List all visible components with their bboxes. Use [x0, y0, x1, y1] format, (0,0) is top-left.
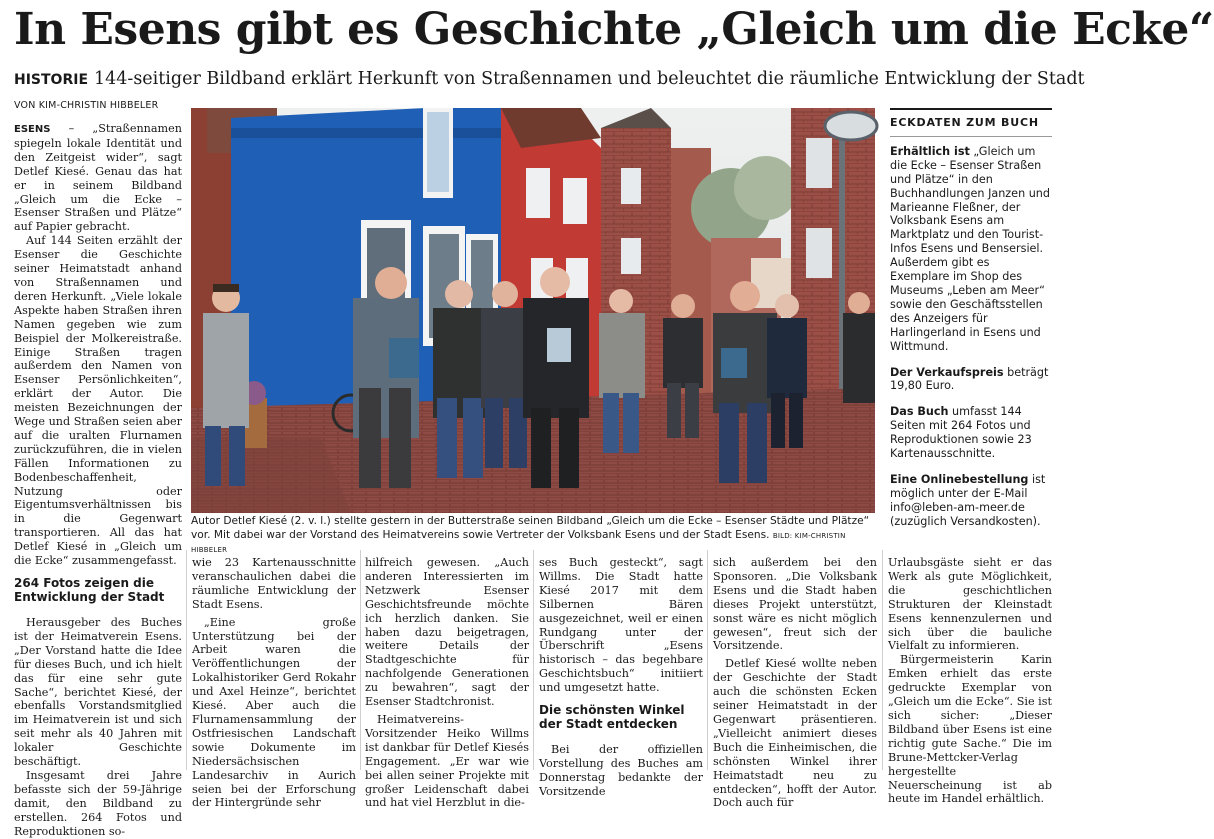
- column-divider: [533, 550, 534, 770]
- paragraph: wie 23 Kartenausschnitte veranschaulichen dabei die räumliche Entwicklung der Stadt Esens.: [192, 556, 356, 611]
- paragraph: Detlef Kiesé wollte neben der Geschichte der Stadt auch die schönsten Ecken seiner Heimatstadt in der Gegenwart präsentieren. „Vielleicht animiert dieses Buch die Einheimischen, die schönsten Winkel ihrer Heimatstadt neu zu entdecken“, hofft der Autor. Doch auch für: [713, 657, 877, 810]
- photo-caption: [191, 515, 881, 558]
- photo-credit: BILD: KIM-CHRISTIN HIBBELER: [191, 531, 846, 554]
- paragraph: „Eine große Unterstützung bei der Arbeit waren die Veröffentlichungen der Lokalhistoriker Gerd Rokahr und Axel Heinze“, berichtet Kiesé. Aber auch die Flurnamensammlung der Ostfriesischen Landschaft sowie Dokumente im Niedersächsischen Landesarchiv in Aurich seien bei der Erforschung der Hintergründe sehr: [192, 615, 356, 810]
- subheadline-row: [14, 66, 1085, 93]
- paragraph: ses Buch gesteckt“, sagt Willms. Die Stadt hatte Kiesé 2017 mit dem Silbernen Bären ausgezeichnet, weil er einen Rundgang unter der Überschrift „Esens historisch – das begehbare Geschichtsbuch“ initiiert und umgesetzt hatte.: [539, 556, 703, 695]
- paragraph: Auf 144 Seiten erzählt der Esenser die Geschichte seiner Heimatstadt anhand von Straßennamen und deren Herkunft. „Viele lokale Aspekte haben Straßen ihren Namen gegeben wie zum Beispiel der Molkereistraße. Einige Straßen tragen außerdem den Namen von Esenser Persönlichkeiten“, erklärt der Autor. Die meisten Bezeichnungen der Wege und Straßen seien aber auf die uralten Flurnamen zurückzuführen, die in vielen Fällen Informationen zu Bodenbeschaffenheit, Nutzung oder Eigentumsverhältnissen bis in die Gegenwart transportieren. All das hat Detlef Kiesé in „Gleich um die Ecke“ zusammengefasst.: [14, 234, 182, 568]
- info-box-title: ECKDATEN ZUM BUCH: [890, 116, 1052, 137]
- paragraph: hilfreich gewesen. „Auch anderen Interessierten im Netzwerk Esenser Geschichtsfreunde möchte ich herzlich danken. Sie haben dazu beigetragen, weitere Details der Stadtgeschichte für nachfolgende Generationen zu bewahren“, sagt der Esenser Stadtchronist.: [365, 556, 529, 709]
- info-item: Eine Onlinebestellung ist möglich unter der E-Mail info@leben-am-meer.de (zuzüglich Versandkosten).: [890, 472, 1046, 528]
- subhead: 264 Fotos zeigen die Entwicklung der Stadt: [14, 576, 165, 604]
- column-divider: [882, 550, 883, 770]
- info-item: Das Buch umfasst 144 Seiten mit 264 Fotos und Reproduktionen sowie 23 Kartenausschnitte.: [890, 405, 1032, 461]
- column-divider: [707, 550, 708, 770]
- kicker: HISTORIE: [14, 72, 89, 88]
- article-column-6: [888, 556, 1052, 806]
- info-item: Der Verkaufspreis beträgt 19,80 Euro.: [890, 365, 1049, 393]
- street-scene-illustration: [191, 108, 875, 513]
- info-box: [890, 108, 1052, 538]
- article-column-4: [539, 556, 703, 798]
- paragraph: sich außerdem bei den Sponsoren. „Die Volksbank Esens und die Stadt haben dieses Projekt unterstützt, sonst wäre es nicht möglich gewesen“, freut sich der Vorsitzende.: [713, 556, 877, 653]
- column-divider: [186, 550, 187, 770]
- article-column-1: [14, 122, 182, 838]
- paragraph: Urlaubsgäste sieht er das Werk als gute Möglichkeit, die geschichtlichen Strukturen der Kleinstadt Esens kennenzulernen und sich über die bauliche Vielfalt zu informieren.: [888, 556, 1052, 653]
- article-column-3: [365, 556, 529, 810]
- subhead: Die schönsten Winkel der Stadt entdecken: [539, 703, 685, 732]
- paragraph: Insgesamt drei Jahre befasste sich der 59-Jährige damit, den Bildband zu erstellen. 264 Fotos und Reproduktionen so-: [14, 768, 182, 838]
- info-item: Erhältlich ist „Gleich um die Ecke – Esenser Straßen und Plätze“ in den Buchhandlungen Janzen und Marieanne Fleßner, der Volksbank Esens am Marktplatz und den Tourist-Infos Esens und Bensersiel. Außerdem gibt es Exemplare im Shop des Museums „Leben am Meer“ sowie den Geschäftsstellen des Anzeigers für Harlingerland in Esens und Wittmund.: [890, 144, 1050, 353]
- headline: In Esens gibt es Geschichte „Gleich um die Ecke“: [14, 4, 1214, 55]
- subheadline: 144-seitiger Bildband erklärt Herkunft von Straßennamen und beleuchtet die räumliche Entwicklung der Stadt: [94, 69, 1085, 89]
- paragraph: Bei der offiziellen Vorstellung des Buches am Donnerstag bedankte der Vorsitzende: [539, 743, 703, 798]
- article-column-5: [713, 556, 877, 810]
- byline: VON KIM-CHRISTIN HIBBELER: [14, 100, 159, 111]
- paragraph: Herausgeber des Buches ist der Heimatverein Esens. „Der Vorstand hatte die Idee für dieses Buch, und ich hielt das für eine sehr gute Sache“, berichtet Kiesé, der ebenfalls Vorstandsmitglied im Heimatverein ist und sich seit mehr als 40 Jahren mit lokaler Geschichte beschäftigt.: [14, 616, 182, 769]
- article-photo: [191, 108, 875, 513]
- paragraph: Heimatvereins-Vorsitzender Heiko Willms ist dankbar für Detlef Kiesés Engagement. „Er war wie bei allen seiner Projekte mit großer Leidenschaft dabei und hat viel Herzblut in die-: [365, 712, 529, 810]
- paragraph: ESENS – „Straßennamen spiegeln lokale Identität und den Zeitgeist wider“, sagt Detlef Kiesé. Genau das hat er in seinem Bildband „Gleich um die Ecke – Esenser Straßen und Plätze“ auf Papier gebracht.: [14, 122, 182, 234]
- article-column-2: [192, 556, 356, 810]
- dateline: ESENS: [14, 124, 51, 135]
- paragraph: Bürgermeisterin Karin Emken erhielt das erste gedruckte Exemplar von „Gleich um die Ecke“. Sie ist sich sicher: „Dieser Bildband über Esens ist eine richtig gute Sache.“ Die im Brune-Mettcker-Verlag hergestellte Neuerscheinung ist ab heute im Handel erhältlich.: [888, 653, 1052, 806]
- box-top-rule: [890, 108, 1052, 110]
- caption-text: Autor Detlef Kiesé (2. v. l.) stellte gestern in der Butterstraße seinen Bildband „Gleich um die Ecke – Esenser Städte und Plätze“ vor. Mit dabei war der Vorstand des Heimatvereins sowie Vertreter der Volksbank Esens und der Stadt Esens.: [191, 515, 870, 541]
- column-divider: [360, 550, 361, 770]
